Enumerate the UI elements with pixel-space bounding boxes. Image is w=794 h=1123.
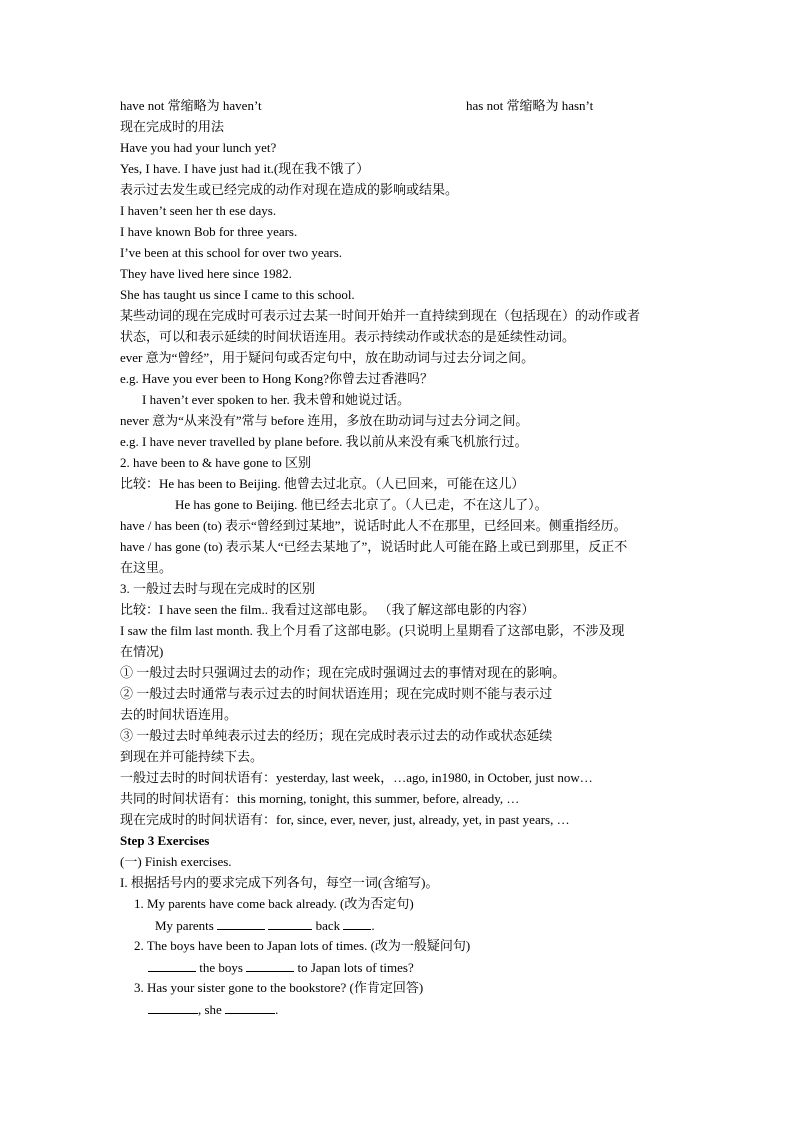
exercise-item-3: 3. Has your sister gone to the bookstore? (作肯定回答) [134,980,424,995]
comparison-line: 在情况) [120,644,164,659]
answer-blank[interactable] [225,1001,275,1014]
example-line: Have you had your lunch yet? [120,140,277,155]
example-line: I haven’t seen her th ese days. [120,203,277,218]
example-line: I’ve been at this school for over two years. [120,245,343,260]
answer-blank[interactable] [343,917,371,930]
explanation-line: 状态，可以和表示延续的时间状语连用。表示持续动作或状态的是延续性动词。 [120,329,576,344]
answer-text: My parents [155,918,214,933]
has-not-contraction: has not 常缩略为 hasn’t [466,98,594,113]
answer-text: to Japan lots of times? [297,960,414,975]
comparison-line: I saw the film last month. 我上个月看了这部电影。(只说明上星期看了这部电影，不涉及现 [120,623,625,638]
answer-blank[interactable] [268,917,312,930]
point-2-cont: 去的时间状语连用。 [120,707,238,722]
time-adverbials-past: 一般过去时的时间状语有：yesterday, last week，…ago, in1980, in October, just now… [120,770,593,785]
example-line: They have lived here since 1982. [120,266,292,281]
step-heading: Step 3 Exercises [120,833,210,848]
explanation-line: have / has gone (to) 表示某人“已经去某地了”，说话时此人可能在路上或已到那里，反正不 [120,539,628,554]
exercise-item-3-answer [148,1001,278,1018]
answer-blank[interactable] [246,959,294,972]
example-line: e.g. Have you ever been to Hong Kong?你曾去过香港吗？ [120,371,434,386]
point-1: ① 一般过去时只强调过去的动作；现在完成时强调过去的事情对现在的影响。 [120,665,566,680]
exercise-heading: (一) Finish exercises. [120,854,232,869]
example-line: I have known Bob for three years. [120,224,298,239]
have-not-contraction: have not 常缩略为 haven’t [120,98,262,113]
point-2: ② 一般过去时通常与表示过去的时间状语连用；现在完成时则不能与表示过 [120,686,553,701]
exercise-item-1: 1. My parents have come back already. (改为否定句) [134,896,414,911]
answer-text: . [371,918,375,933]
answer-blank[interactable] [148,1001,198,1014]
section-heading: 2. have been to & have gone to 区别 [120,455,311,470]
answer-text: , she [198,1002,222,1017]
explanation-line: 在这里。 [120,560,173,575]
answer-text: back [315,918,341,933]
example-line: Yes, I have. I have just had it.(现在我不饿了） [120,161,370,176]
example-line: e.g. I have never travelled by plane before. 我以前从来没有乘飞机旅行过。 [120,434,528,449]
exercise-item-2-answer [148,959,414,976]
comparison-line: 比较：He has been to Beijing. 他曾去过北京。（人已回来，可能在这儿） [120,476,525,491]
explanation-line: 某些动词的现在完成时可表示过去某一时间开始并一直持续到现在（包括现在）的动作或者 [120,308,641,323]
exercise-item-2: 2. The boys have been to Japan lots of times. (改为一般疑问句) [134,938,471,953]
comparison-line: He has gone to Beijing. 他已经去北京了。（人已走，不在这儿了）。 [175,497,548,512]
exercise-instruction: I. 根据括号内的要求完成下列各句，每空一词(含缩写)。 [120,875,439,890]
answer-text: . [275,1002,279,1017]
example-line: I haven’t ever spoken to her. 我未曾和她说过话。 [142,392,411,407]
time-adverbials-common: 共同的时间状语有：this morning, tonight, this summer, before, already, … [120,791,520,806]
explanation-line: have / has been (to) 表示“曾经到过某地”，说话时此人不在那里，已经回来。侧重指经历。 [120,518,627,533]
section-heading: 3. 一般过去时与现在完成时的区别 [120,581,316,596]
point-3: ③ 一般过去时单纯表示过去的经历；现在完成时表示过去的动作或状态延续 [120,728,553,743]
answer-blank[interactable] [217,917,265,930]
example-line: She has taught us since I came to this school. [120,287,355,302]
exercise-item-1-answer [155,917,375,934]
point-3-cont: 到现在并可能持续下去。 [120,749,264,764]
explanation-line: never 意为“从来没有”常与 before 连用，多放在助动词与过去分词之间。 [120,413,529,428]
answer-blank[interactable] [148,959,196,972]
comparison-line: 比较：I have seen the film.. 我看过这部电影。 （我了解这部电影的内容） [120,602,535,617]
contraction-line [120,98,594,114]
section-heading-usage: 现在完成时的用法 [120,119,225,134]
answer-text: the boys [199,960,243,975]
time-adverbials-perfect: 现在完成时的时间状语有：for, since, ever, never, just, already, yet, in past years, … [120,812,570,827]
explanation-line: ever 意为“曾经”，用于疑问句或否定句中，放在助动词与过去分词之间。 [120,350,535,365]
explanation-line: 表示过去发生或已经完成的动作对现在造成的影响或结果。 [120,182,459,197]
